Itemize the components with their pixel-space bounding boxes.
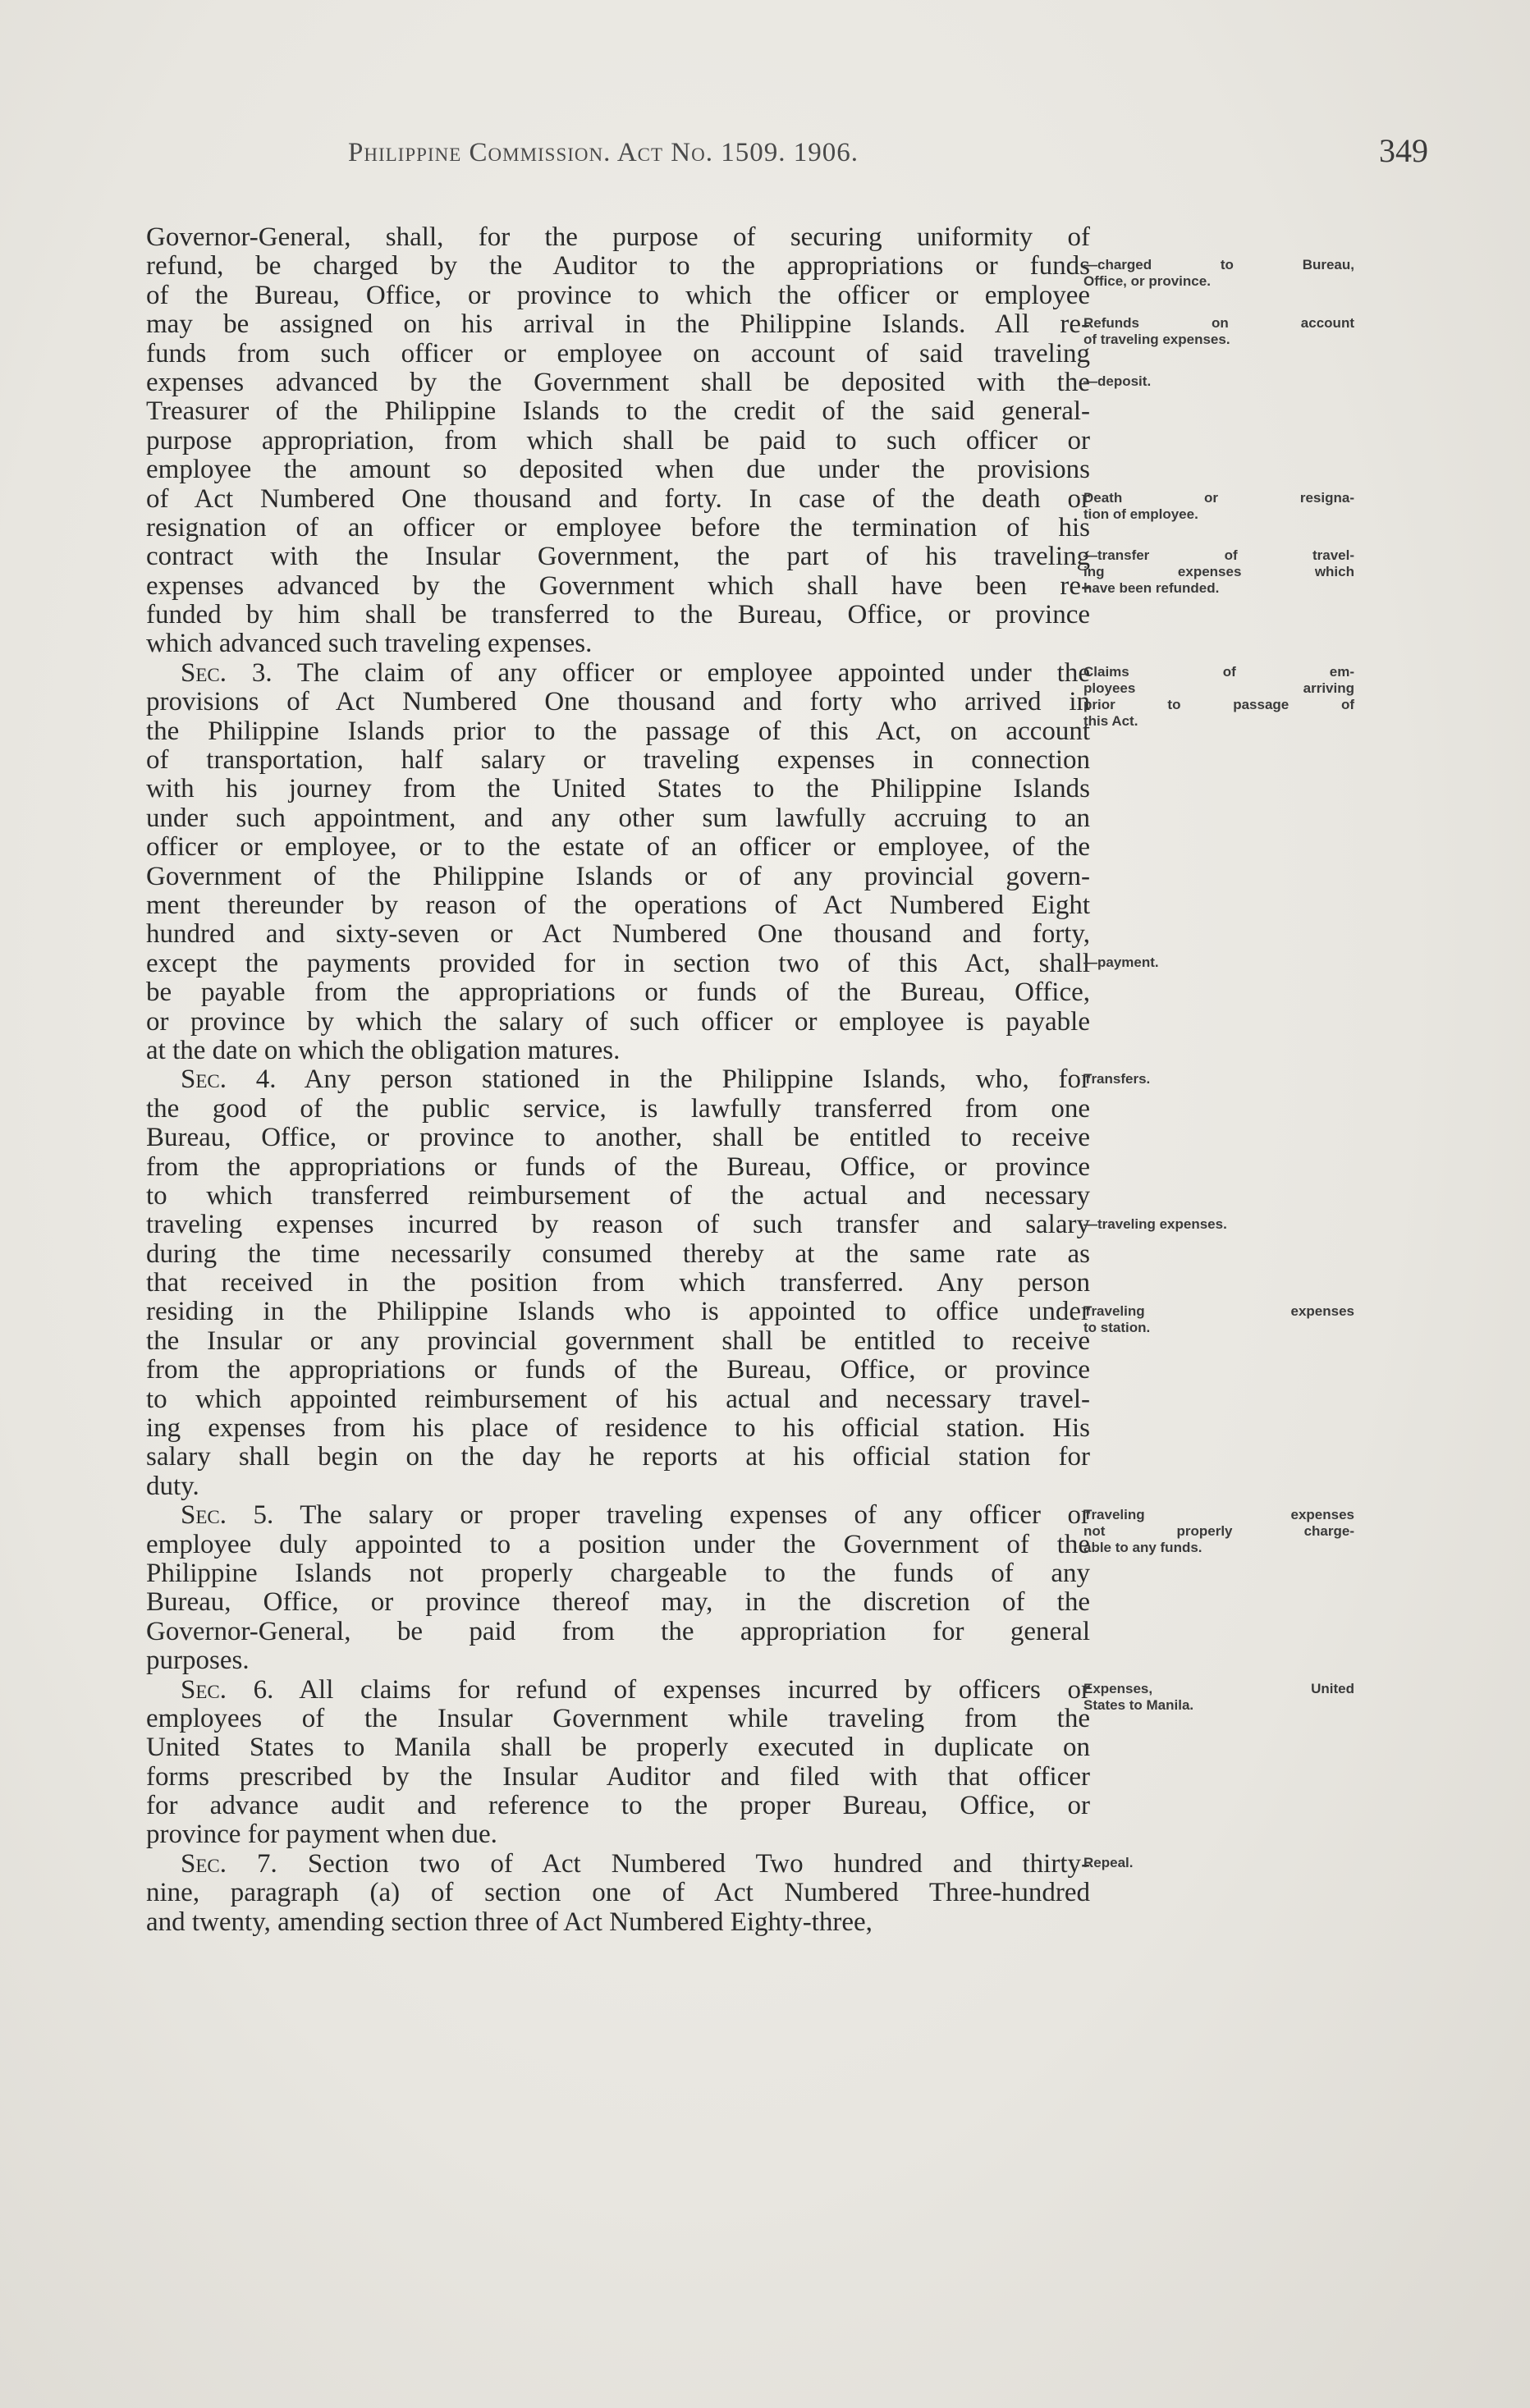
body-line [146, 456, 1090, 484]
margin-note-line: Repeal. [1083, 1855, 1134, 1871]
body-line [146, 485, 1090, 514]
line-text: salary shall begin on the day he reports at his official station for [146, 1443, 1090, 1472]
body-line [146, 514, 1090, 542]
body-line [146, 1879, 1090, 1907]
body-line [146, 1385, 1090, 1414]
line-text: during the time necessarily consumed thereby at the same rate as [146, 1239, 1090, 1269]
body-line [146, 1240, 1090, 1269]
margin-note-line: —payment. [1083, 955, 1159, 970]
line-text: traveling expenses incurred by reason of such transfer and salary [146, 1211, 1090, 1240]
line-text: for advance audit and reference to the proper Bureau, Office, or [146, 1792, 1090, 1821]
line-text: hundred and sixty-seven or Act Numbered One thousand and forty, [146, 920, 1090, 950]
line-text: funded by him shall be transferred to the Bureau, Office, or province [146, 601, 1090, 630]
line-text: or province by which the salary of such officer or employee is payable [146, 1007, 1090, 1037]
line-text: employee the amount so deposited when due under the provisions [146, 456, 1090, 485]
body-line [146, 572, 1090, 601]
line-text: contract with the Insular Government, the part of his traveling [146, 542, 1090, 572]
margin-note-line: Traveling expenses [1083, 1302, 1354, 1319]
body-line [146, 252, 1090, 281]
body-line [146, 978, 1090, 1007]
section-start-line [146, 659, 1090, 688]
line-text: be payable from the appropriations or funds of the Bureau, Office, [146, 978, 1090, 1008]
body-line [146, 1820, 1090, 1849]
body-line [146, 1269, 1090, 1298]
margin-note-line: to station. [1083, 1319, 1151, 1335]
margin-note [1083, 664, 1354, 730]
line-text: from the appropriations or funds of the Bureau, Office, or province [146, 1152, 1090, 1182]
body-line [146, 542, 1090, 571]
line-text: to which appointed reimbursement of his actual and necessary travel- [146, 1385, 1090, 1414]
margin-note-line: —traveling expenses. [1083, 1215, 1227, 1232]
body-line [146, 629, 1090, 658]
running-head: Philippine Commission. Act No. 1509. 1906. [348, 138, 859, 167]
line-text: under such appointment, and any other sum lawfully accruing to an [146, 803, 1090, 833]
line-text: nine, paragraph (a) of section one of Act Numbered Three-hundred [146, 1879, 1090, 1908]
margin-note [1083, 315, 1354, 348]
line-text: ing expenses from his place of residence to his official station. His [146, 1414, 1090, 1444]
body-line [146, 1095, 1090, 1124]
line-text: the Insular or any provincial government shall be entitled to receive [146, 1326, 1090, 1356]
line-text: purposes. [146, 1646, 250, 1676]
body-line [146, 1908, 1090, 1937]
body-line [146, 1733, 1090, 1762]
margin-note-line: have been refunded. [1083, 580, 1220, 597]
margin-note [1083, 373, 1354, 390]
body-line [146, 1037, 1090, 1065]
body-line [146, 746, 1090, 775]
line-text: which advanced such traveling expenses. [146, 629, 593, 659]
margin-note [1083, 1071, 1354, 1087]
margin-note [1083, 547, 1354, 597]
page-number: 349 [1379, 132, 1428, 169]
line-text: The claim of any officer or employee appointed under the [296, 658, 1090, 688]
body-line [146, 1182, 1090, 1211]
line-text: duty. [146, 1472, 199, 1501]
line-text: forms prescribed by the Insular Auditor and filed with that officer [146, 1762, 1090, 1792]
margin-note [1083, 1855, 1354, 1871]
line-text: employees of the Insular Government while traveling from the [146, 1704, 1090, 1733]
line-text: Philippine Islands not properly chargeable to the funds of any [146, 1559, 1090, 1588]
body-line [146, 1705, 1090, 1733]
margin-note-line: able to any funds. [1083, 1539, 1202, 1555]
line-text: at the date on which the obligation matures. [146, 1036, 621, 1065]
line-text: the Philippine Islands prior to the passage of this Act, on account [146, 716, 1090, 746]
body-line [146, 1792, 1090, 1820]
body-line [146, 1124, 1090, 1152]
line-text: expenses advanced by the Government shall be deposited with the [146, 368, 1090, 397]
line-text: with his journey from the United States to the Philippine Islands [146, 775, 1090, 804]
body-line [146, 310, 1090, 339]
body-line [146, 1327, 1090, 1356]
margin-note-line: this Act. [1083, 713, 1138, 729]
section-start-line [146, 1065, 1090, 1094]
section-number: Sec. 5. [181, 1501, 274, 1531]
line-text: residing in the Philippine Islands who is appointed to office under [146, 1298, 1090, 1327]
line-text: Any person stationed in the Philippine Islands, who, for [304, 1065, 1090, 1095]
body-line [146, 1763, 1090, 1792]
body-line [146, 223, 1090, 252]
body-line [146, 1153, 1090, 1182]
body-line [146, 1472, 1090, 1501]
body-line [146, 833, 1090, 862]
section-start-line [146, 1850, 1090, 1879]
line-text: Section two of Act Numbered Two hundred and thirty- [307, 1849, 1090, 1879]
body-line [146, 1588, 1090, 1617]
section-start-line [146, 1501, 1090, 1530]
section-number: Sec. 3. [181, 658, 273, 688]
margin-note-line: Refunds on account [1083, 315, 1354, 332]
body-line [146, 397, 1090, 426]
body-line [146, 1211, 1090, 1239]
body-line [146, 1414, 1090, 1443]
line-text: ment thereunder by reason of the operations of Act Numbered Eight [146, 890, 1090, 920]
line-text: employee duly appointed to a position under the Government of the [146, 1530, 1090, 1559]
body-line [146, 1618, 1090, 1646]
body-line [146, 1443, 1090, 1472]
margin-note-line: Claims of em- [1083, 664, 1354, 680]
margin-note-line: of traveling expenses. [1083, 332, 1230, 348]
body-line [146, 1531, 1090, 1559]
body-line [146, 891, 1090, 920]
line-text: The salary or proper traveling expenses of any officer or [300, 1501, 1090, 1531]
line-text: officer or employee, or to the estate of an officer or employee, of the [146, 833, 1090, 863]
line-text: Governor-General, shall, for the purpose of securing uniformity of [146, 223, 1090, 252]
margin-note-line: not properly charge- [1083, 1522, 1354, 1539]
margin-note-line: —deposit. [1083, 373, 1152, 389]
margin-note [1083, 1303, 1354, 1336]
line-text: Bureau, Office, or province thereof may, in the discretion of the [146, 1588, 1090, 1618]
line-text: United States to Manila shall be properly executed in duplicate on [146, 1733, 1090, 1763]
line-text: refund, be charged by the Auditor to the appropriations or funds [146, 252, 1090, 282]
margin-note-line: Death or resigna- [1083, 489, 1354, 506]
body-line [146, 1559, 1090, 1588]
line-text: funds from such officer or employee on account of said traveling [146, 339, 1090, 369]
body-line [146, 1646, 1090, 1675]
line-text: Bureau, Office, or province to another, shall be entitled to receive [146, 1124, 1090, 1153]
line-text: Government of the Philippine Islands or of any provincial govern- [146, 862, 1090, 891]
line-text: except the payments provided for in section two of this Act, shall [146, 949, 1090, 978]
body-line [146, 340, 1090, 369]
line-text: of the Bureau, Office, or province to which the officer or employee [146, 281, 1090, 310]
margin-note-line: States to Manila. [1083, 1697, 1194, 1713]
body-line [146, 775, 1090, 803]
body-line [146, 920, 1090, 949]
line-text: province for payment when due. [146, 1820, 497, 1850]
body-text [146, 223, 1090, 1937]
line-text: provisions of Act Numbered One thousand and forty who arrived in [146, 688, 1090, 717]
line-text: resignation of an officer or employee before the termination of his [146, 513, 1090, 542]
body-line [146, 369, 1090, 397]
margin-note-line: —charged to Bureau, [1083, 257, 1354, 273]
line-text: Treasurer of the Philippine Islands to the credit of the said general- [146, 397, 1090, 427]
body-line [146, 1298, 1090, 1326]
margin-note-line: Expenses, United [1083, 1681, 1354, 1696]
margin-note-line: prior to passage of [1083, 697, 1354, 712]
margin-note [1083, 257, 1354, 290]
line-text: All claims for refund of expenses incurred by officers or [299, 1675, 1090, 1705]
body-line [146, 804, 1090, 833]
body-line [146, 950, 1090, 978]
line-text: of Act Numbered One thousand and forty. In case of the death or [146, 484, 1090, 514]
margin-note-line: tion of employee. [1083, 506, 1198, 522]
line-text: purpose appropriation, from which shall be paid to such officer or [146, 426, 1090, 456]
margin-note-line: Transfers. [1083, 1070, 1151, 1087]
line-text: expenses advanced by the Government which shall have been re- [146, 571, 1090, 601]
margin-note [1083, 490, 1354, 523]
line-text: of transportation, half salary or traveling expenses in connection [146, 746, 1090, 776]
margin-note-line: Office, or province. [1083, 273, 1211, 290]
body-line [146, 717, 1090, 746]
body-line [146, 601, 1090, 629]
margin-note-line: Traveling expenses [1083, 1506, 1354, 1522]
margin-note [1083, 955, 1354, 971]
margin-note [1083, 1681, 1354, 1714]
body-line [146, 1008, 1090, 1037]
body-line [146, 427, 1090, 456]
margin-note [1083, 1507, 1354, 1556]
section-number: Sec. 6. [181, 1675, 274, 1705]
margin-note-line: ployees arriving [1083, 680, 1354, 696]
margin-note-line: —transfer of travel- [1083, 547, 1354, 564]
section-start-line [146, 1676, 1090, 1705]
section-number: Sec. 4. [181, 1065, 277, 1095]
body-line [146, 863, 1090, 891]
margin-note-line: ing expenses which [1083, 564, 1354, 580]
line-text: the good of the public service, is lawfully transferred from one [146, 1094, 1090, 1124]
line-text: and twenty, amending section three of Act Numbered Eighty-three, [146, 1907, 873, 1937]
line-text: Governor-General, be paid from the appropriation for general [146, 1617, 1090, 1646]
body-line [146, 688, 1090, 716]
margin-note [1083, 1216, 1354, 1233]
section-number: Sec. 7. [181, 1849, 277, 1879]
line-text: may be assigned on his arrival in the Philippine Islands. All re- [146, 310, 1090, 340]
line-text: from the appropriations or funds of the Bureau, Office, or province [146, 1356, 1090, 1385]
body-line [146, 282, 1090, 310]
line-text: to which transferred reimbursement of the actual and necessary [146, 1181, 1090, 1211]
line-text: that received in the position from which transferred. Any person [146, 1269, 1090, 1298]
body-line [146, 1356, 1090, 1385]
